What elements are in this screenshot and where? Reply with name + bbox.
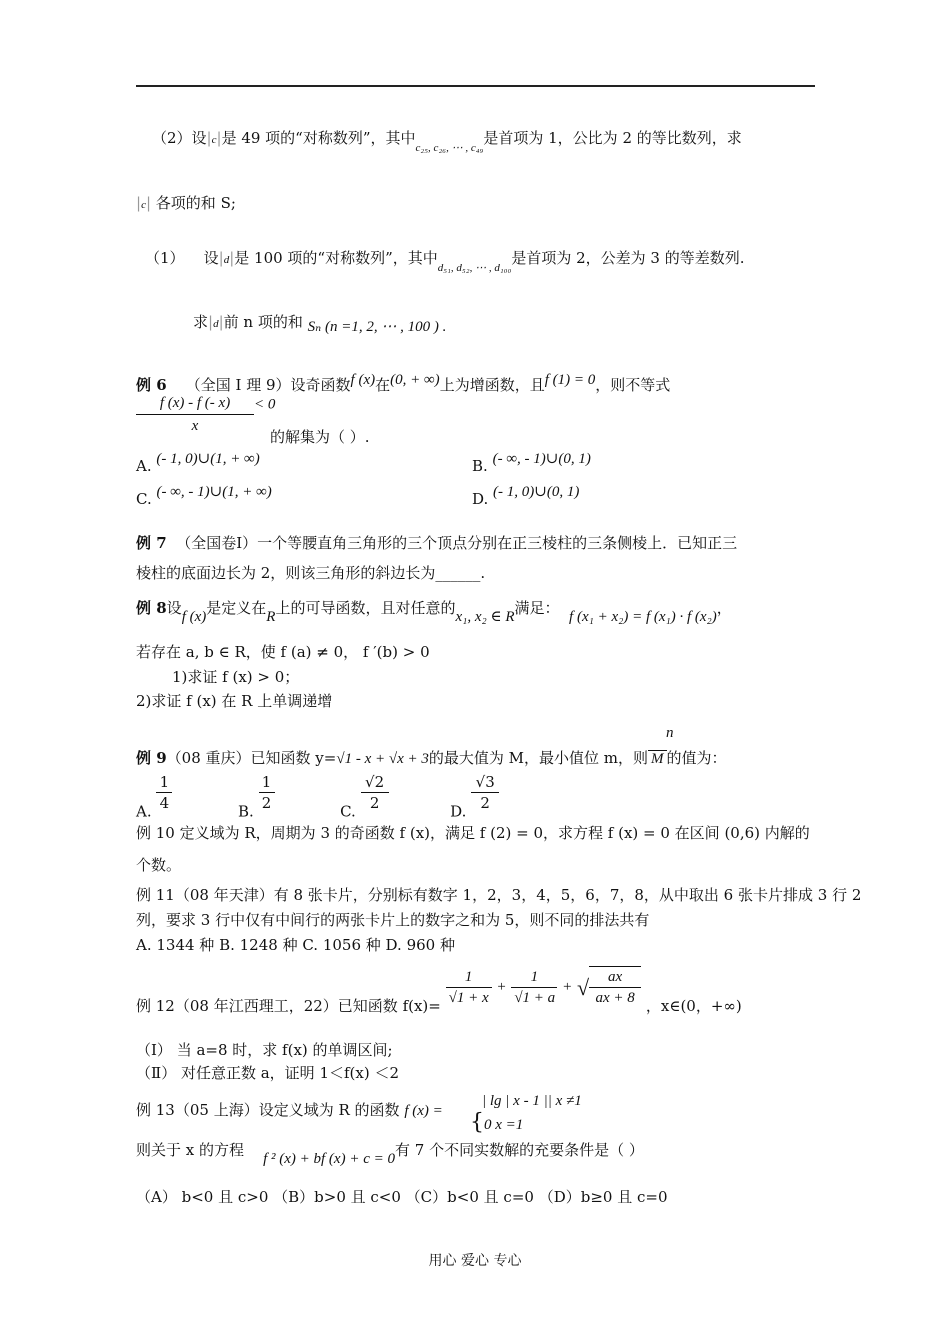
example-6-question: 的解集为（ ）. — [270, 428, 370, 446]
example-13-case2: {0 x =1 — [470, 1110, 524, 1135]
example-7-cont: 棱柱的底面边长为 2，则该三角形的斜边长为______. — [136, 564, 486, 582]
example-13: 例 13（05 上海）设定义域为 R 的函数 f (x) = — [136, 1101, 443, 1119]
line-part1: （1） 设|d|是 100 项的“对称数列”，其中$_{d_{51}, d_{52}, \cdots , d_{100}}$是首项为 2，公差为 3 的等差数列. — [145, 249, 745, 274]
example-8-condition: 若存在 a, b ∈ R，使 f (a) ≠ 0， f ′(b) > 0 — [136, 643, 430, 661]
example-12-part1: （Ⅰ） 当 a=8 时，求 f(x) 的单调区间; — [136, 1041, 393, 1059]
example-8: 例 8设f (x)是定义在R上的可导函数，且对任意的x₁, x₂ ∈ R满足： f (x₁ + x₂) = f (x₁) · f (x₂)， — [136, 599, 732, 625]
example-13-question: 则关于 x 的方程 f ² (x) + bf (x) + c = 0有 7 个不同实数解的充要条件是（ ） — [136, 1141, 644, 1167]
example-8-q2: 2)求证 f (x) 在 R 上单调递增 — [136, 692, 333, 710]
example-12-part2: （Ⅱ） 对任意正数 a，证明 1＜f(x) ＜2 — [136, 1064, 400, 1082]
example-13-options: （A） b<0 且 c>0 （B）b>0 且 c<0 （C）b<0 且 c=0 （D）b≥0 且 c=0 — [136, 1188, 668, 1206]
example-7: 例 7 （全国卷Ⅰ）一个等腰直角三角形的三个顶点分别在正三棱柱的三条侧棱上．已知正三 — [136, 534, 738, 552]
header-rule — [136, 85, 815, 87]
line-part2: （2）设|c|是 49 项的“对称数列”，其中$_{c_{25}, c_{26}, \cdots , c_{49}}$是首项为 1，公比为 2 的等比数列，求 — [152, 129, 742, 154]
example-9-n: n — [666, 725, 674, 741]
line-sum-S: |c| 各项的和 S; — [136, 194, 236, 212]
example-9-options: A. $\frac{1}{4}$ B. $\frac{1}{2}$ C. $\frac{√2}{2}$ D. $\frac{√3}{2}$ — [136, 772, 499, 822]
option-C: C. (- ∞, - 1)∪(1, + ∞) — [136, 484, 272, 508]
page-footer: 用心 爱心 专心 — [428, 1253, 522, 1269]
example-11-cont: 列，要求 3 行中仅有中间行的两张卡片上的数字之和为 5，则不同的排法共有 — [136, 911, 650, 929]
example-9: 例 9（08 重庆）已知函数 y=√1 - x + √x + 3的最大值为 M，最小值位 m，则 M 的值为： — [136, 749, 727, 767]
example-11-options: A. 1344 种 B. 1248 种 C. 1056 种 D. 960 种 — [136, 936, 455, 954]
example-12: 例 12（08 年江西理工，22）已知函数 f(x)= $\frac{1}{√1 + x}$ + $\frac{1}{√1 + a}$ + √ $\frac{ax}{ax + 8}$ ，x∈(0，+∞) — [136, 966, 742, 1016]
option-A: A. (- 1, 0)∪(1, + ∞) — [136, 451, 260, 475]
example-6: 例 6 （全国 Ⅰ 理 9）设奇函数f (x)在(0, + ∞)上为增函数，且f (1) = 0，则不等式 — [136, 372, 671, 394]
example-13-case1: | lg | x - 1 || x ≠1 — [482, 1093, 582, 1109]
option-B: B. (- ∞, - 1)∪(0, 1) — [472, 451, 591, 475]
example-6-inequality: $\frac{f (x) - f (- x)}{x}$ < 0 — [136, 392, 275, 437]
example-10: 例 10 定义域为 R，周期为 3 的奇函数 f (x)，满足 f (2) = 0，求方程 f (x) = 0 在区间 (0,6) 内解的 — [136, 824, 810, 842]
line-sum-Sn: 求|d|前 n 项的和 Sₙ (n =1, 2, ⋯ , 100 ) . — [193, 313, 447, 335]
example-10-cont: 个数。 — [136, 856, 182, 874]
option-D: D. (- 1, 0)∪(0, 1) — [472, 484, 580, 508]
example-11: 例 11（08 年天津）有 8 张卡片，分别标有数字 1，2，3，4，5，6，7，8，从中取出 6 张卡片排成 3 行 2 — [136, 886, 862, 904]
example-8-q1: 1)求证 f (x) > 0； — [172, 668, 300, 686]
